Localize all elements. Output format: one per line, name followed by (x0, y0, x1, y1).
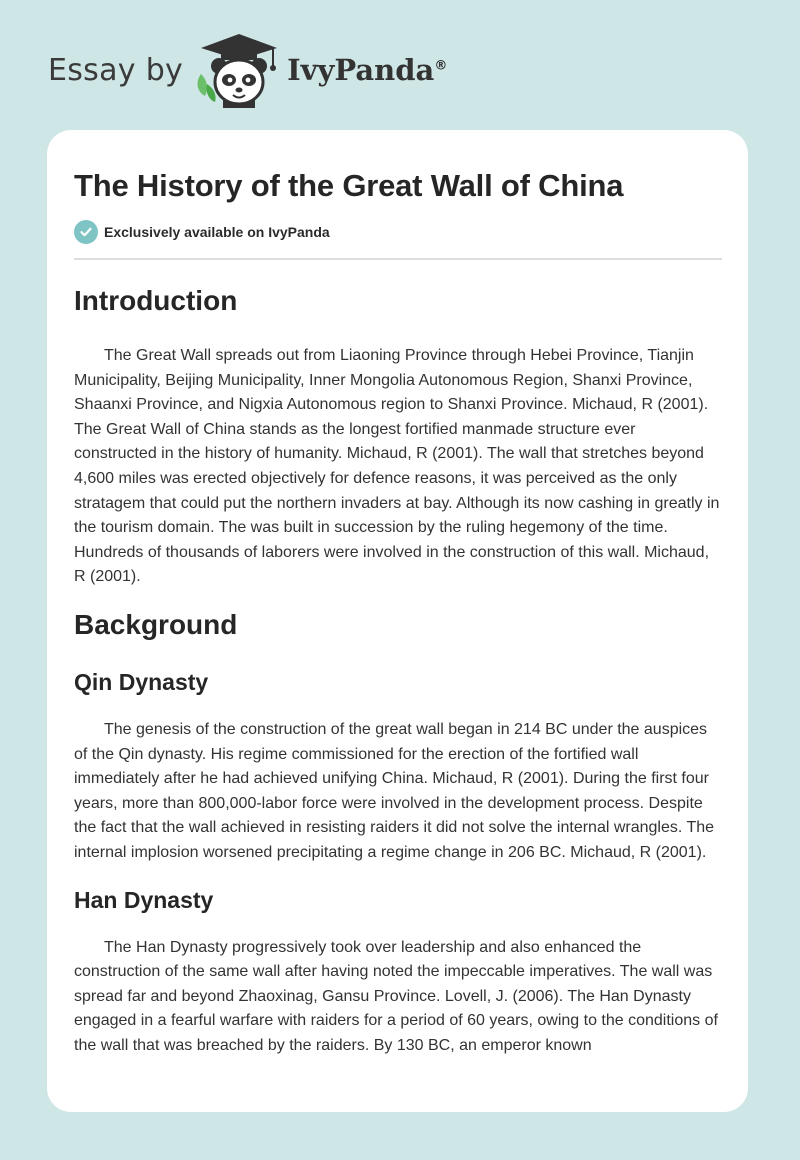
qin-paragraph: The genesis of the construction of the great wall began in 214 BC under the auspices of the Qin dynasty. His regime commissioned for the erection of the fortified wall immediately after he had achieved unifying China. Michaud, R (2001). During the first four years, more than 800,000-labor force were involved in the development process. Despite the fact that the wall achieved in resisting raiders it did not solve the internal wrangles. The internal implosion worsened precipitating a regime change in 206 BC. Michaud, R (2001). (74, 720, 715, 861)
exclusive-label: Exclusively available on IvyPanda (104, 224, 330, 240)
essay-card (47, 130, 748, 1112)
han-paragraph: The Han Dynasty progressively took over leadership and also enhanced the construction of the same wall after having noted the impeccable imperatives. The wall was spread far and beyond Zhaoxinag, Gansu Province. Lovell, J. (2006). The Han Dynasty engaged in a fearful warfare with raiders for a period of 60 years, owing to the conditions of the wall that was breached by the raiders. By 130 BC, an emperor known (74, 938, 718, 1054)
brand-prefix: Essay by (48, 52, 184, 88)
section-heading-background: Background (74, 608, 238, 640)
brand-logo[interactable] (48, 30, 447, 110)
brand-name: IvyPanda® (287, 53, 448, 87)
divider (74, 258, 722, 260)
introduction-paragraph: The Great Wall spreads out from Liaoning Province through Hebei Province, Tianjin Municipality, Beijing Municipality, Inner Mongolia Autonomous Region, Shanxi Province, Shaanxi Province, and Nigxia Autonomous region to Shanxi Province. Michaud, R (2001). The Great Wall of China stands as the longest fortified manmade structure ever constructed in the history of humanity. Michaud, R (2001). The wall that stretches beyond 4,600 miles was erected objectively for defence reasons, it was perceived as the only stratagem that could put the northern invaders at bay. Although its now cashing in greatly in the tourism domain. The was built in succession by the ruling hegemony of the time. Hundreds of thousands of laborers were involved in the construction of this wall. Michaud, R (2001). (74, 347, 720, 586)
subsection-heading-han: Han Dynasty (74, 886, 214, 913)
panda-logo-icon (193, 30, 285, 110)
section-heading-introduction: Introduction (74, 285, 238, 316)
check-icon (74, 220, 98, 244)
subsection-heading-qin: Qin Dynasty (74, 668, 209, 695)
exclusive-badge (74, 220, 722, 244)
page-title: The History of the Great Wall of China (74, 168, 624, 203)
